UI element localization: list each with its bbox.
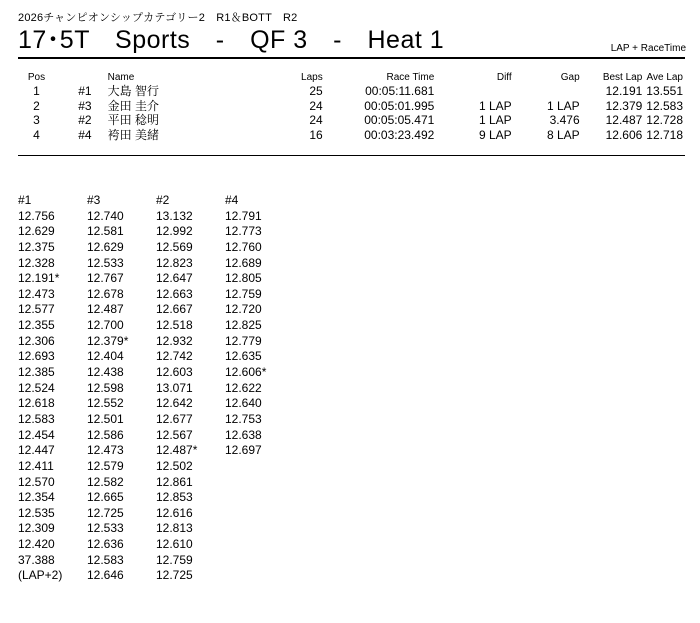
- lap-time: 12.404: [87, 349, 124, 364]
- results-table: [18, 71, 685, 142]
- lap-time: 12.518: [156, 318, 193, 333]
- lap-time: 12.579: [87, 458, 124, 473]
- lap-time: 12.853: [156, 490, 193, 505]
- col-best-lap: Best Lap: [602, 72, 643, 83]
- lap-time: 12.354: [18, 490, 55, 505]
- lap-time: 12.635: [225, 349, 262, 364]
- col-pos: Pos: [27, 72, 46, 83]
- lap-time: 12.825: [225, 318, 262, 333]
- lap-time: 12.665: [87, 490, 124, 505]
- col-ave-lap: Ave Lap: [646, 72, 683, 83]
- lap-time: 12.756: [18, 208, 55, 223]
- lap-time: 12.700: [87, 318, 124, 333]
- lap-time: 12.636: [87, 537, 124, 552]
- lap-time: 12.306: [18, 333, 55, 348]
- lap-time: 12.932: [156, 333, 193, 348]
- lap-time: 12.583: [87, 552, 124, 567]
- ave-lap-cell: 12.583: [646, 98, 683, 113]
- event-line: 2026チャンピオンシップカテゴリー2 R1＆BOTT R2: [18, 12, 298, 24]
- lap-time: 12.603: [156, 365, 193, 380]
- lap-column: [156, 193, 225, 584]
- lap-time: 12.438: [87, 365, 124, 380]
- col-diff: Diff: [496, 72, 512, 83]
- ave-lap-cell: 12.728: [646, 113, 683, 127]
- lap-time: 12.725: [156, 568, 193, 583]
- lap-time: 12.616: [156, 505, 193, 520]
- gap-cell: 1 LAP: [546, 98, 580, 113]
- lap-time: 12.570: [18, 474, 55, 489]
- col-name: Name: [107, 72, 135, 83]
- lap-time: 12.581: [87, 224, 124, 239]
- lap-time: 13.132: [156, 208, 193, 223]
- ave-lap-cell: 12.718: [646, 127, 683, 142]
- table-row: [18, 128, 685, 143]
- lap-time: 12.487: [87, 302, 124, 317]
- lap-time: 12.629: [18, 224, 55, 239]
- lap-time: 12.328: [18, 255, 55, 270]
- lap-time: 12.610: [156, 537, 193, 552]
- laps-cell: 24: [309, 113, 323, 127]
- lap-time: 12.379*: [87, 333, 129, 348]
- lap-time: 12.191*: [18, 271, 60, 286]
- name-cell: 金田 圭介: [107, 98, 159, 113]
- number-cell: #3: [78, 98, 92, 113]
- lap-time: 12.740: [87, 208, 124, 223]
- lap-time: 12.533: [87, 255, 124, 270]
- lap-time: 12.583: [18, 411, 55, 426]
- lap-time: 12.618: [18, 396, 55, 411]
- lap-time: 37.388: [18, 552, 55, 567]
- lap-time: 12.501: [87, 411, 124, 426]
- number-cell: #1: [78, 84, 92, 98]
- lap-time: 12.779: [225, 333, 262, 348]
- lap-time: 12.663: [156, 286, 193, 301]
- lap-time: 12.552: [87, 396, 124, 411]
- title-divider: [18, 57, 685, 59]
- lap-time: 12.375: [18, 239, 55, 254]
- diff-cell: 9 LAP: [478, 127, 512, 142]
- lap-time: 12.447: [18, 443, 55, 458]
- lap-time: 12.773: [225, 224, 262, 239]
- lap-time: 12.677: [156, 411, 193, 426]
- col-gap: Gap: [560, 72, 580, 83]
- lap-time: 12.720: [225, 302, 262, 317]
- lap-time: 12.502: [156, 458, 193, 473]
- lap-time: 12.693: [18, 349, 55, 364]
- number-cell: #4: [78, 127, 92, 142]
- lap-time: 12.582: [87, 474, 124, 489]
- lap-time: 12.759: [225, 286, 262, 301]
- best-lap-cell: 12.191: [605, 84, 643, 98]
- result-type-label: LAP + RaceTime: [610, 43, 686, 54]
- lap-time: 12.678: [87, 286, 124, 301]
- lap-time: 12.805: [225, 271, 262, 286]
- lap-time: 13.071: [156, 380, 193, 395]
- lap-time: 12.309: [18, 521, 55, 536]
- lap-time: 12.598: [87, 380, 124, 395]
- lap-time: 12.759: [156, 552, 193, 567]
- diff-cell: [436, 84, 513, 99]
- lap-time: 12.535: [18, 505, 55, 520]
- lap-time: 12.689: [225, 255, 262, 270]
- lap-time: 12.647: [156, 271, 193, 286]
- best-lap-cell: 12.606: [605, 127, 643, 142]
- lap-times-section: [18, 193, 294, 584]
- best-lap-cell: 12.487: [605, 113, 643, 127]
- diff-cell: 1 LAP: [478, 113, 512, 127]
- lap-time: 12.569: [156, 239, 193, 254]
- lap-time: 12.533: [87, 521, 124, 536]
- lap-time: 12.487*: [156, 443, 198, 458]
- lap-time: 12.861: [156, 474, 193, 489]
- lap-time: 12.567: [156, 427, 193, 442]
- col-number: [55, 71, 94, 84]
- laps-cell: 16: [309, 127, 323, 142]
- lap-time: 12.791: [225, 208, 262, 223]
- name-cell: 大島 智行: [107, 84, 159, 98]
- lap-column: [225, 193, 294, 584]
- lap-column-header: #4: [225, 193, 239, 207]
- results-bottom-divider: [18, 155, 685, 156]
- race-time-cell: 00:03:23.492: [364, 127, 435, 142]
- race-time-cell: 00:05:05.471: [364, 113, 435, 127]
- lap-time: 12.454: [18, 427, 55, 442]
- lap-time: 12.411: [18, 458, 54, 473]
- lap-time: 12.646: [87, 568, 124, 583]
- name-cell: 袴田 美緒: [107, 127, 159, 142]
- gap-cell: 8 LAP: [546, 127, 580, 142]
- lap-time: 12.586: [87, 427, 124, 442]
- number-cell: #2: [78, 113, 92, 127]
- lap-time: 12.385: [18, 365, 55, 380]
- laps-cell: 25: [309, 84, 323, 98]
- lap-time: 12.420: [18, 537, 55, 552]
- lap-time: 12.813: [156, 521, 193, 536]
- lap-time: 12.742: [156, 349, 193, 364]
- race-title: 17･5T Sports - QF 3 - Heat 1: [18, 26, 445, 54]
- best-lap-cell: 12.379: [605, 98, 643, 113]
- race-time-cell: 00:05:11.681: [365, 84, 435, 98]
- lap-time: 12.473: [18, 286, 55, 301]
- pos-cell: 2: [33, 98, 40, 113]
- lap-column-header: #1: [18, 193, 32, 207]
- lap-time: 12.667: [156, 302, 193, 317]
- lap-time: 12.697: [225, 443, 262, 458]
- lap-time: 12.823: [156, 255, 193, 270]
- table-row: [18, 99, 685, 114]
- lap-time: 12.725: [87, 505, 124, 520]
- pos-cell: 3: [33, 113, 40, 127]
- lap-time: (LAP+2): [18, 568, 63, 583]
- lap-time: 12.753: [225, 411, 262, 426]
- table-row: [18, 113, 685, 128]
- lap-column: [18, 193, 87, 584]
- lap-time: 12.767: [87, 271, 124, 286]
- race-time-cell: 00:05:01.995: [364, 98, 435, 113]
- lap-time: 12.640: [225, 396, 262, 411]
- lap-time: 12.638: [225, 427, 262, 442]
- ave-lap-cell: 13.551: [646, 84, 683, 98]
- lap-time: 12.760: [225, 239, 262, 254]
- lap-column-header: #2: [156, 193, 170, 207]
- lap-time: 12.606*: [225, 365, 267, 380]
- col-laps: Laps: [301, 72, 323, 83]
- lap-time: 12.629: [87, 239, 124, 254]
- lap-column: [87, 193, 156, 584]
- lap-time: 12.355: [18, 318, 55, 333]
- results-header-row: [18, 71, 685, 84]
- lap-time: 12.992: [156, 224, 193, 239]
- gap-cell: 3.476: [549, 113, 580, 127]
- lap-time: 12.622: [225, 380, 262, 395]
- lap-time: 12.473: [87, 443, 124, 458]
- table-row: [18, 84, 685, 99]
- laps-cell: 24: [309, 98, 323, 113]
- pos-cell: 1: [33, 84, 40, 98]
- name-cell: 平田 稔明: [107, 113, 159, 127]
- lap-time: 12.524: [18, 380, 55, 395]
- lap-time: 12.642: [156, 396, 193, 411]
- diff-cell: 1 LAP: [478, 98, 512, 113]
- pos-cell: 4: [33, 127, 40, 142]
- lap-time: 12.577: [18, 302, 55, 317]
- col-race-time: Race Time: [386, 72, 435, 83]
- lap-column-header: #3: [87, 193, 101, 207]
- gap-cell: [514, 84, 582, 99]
